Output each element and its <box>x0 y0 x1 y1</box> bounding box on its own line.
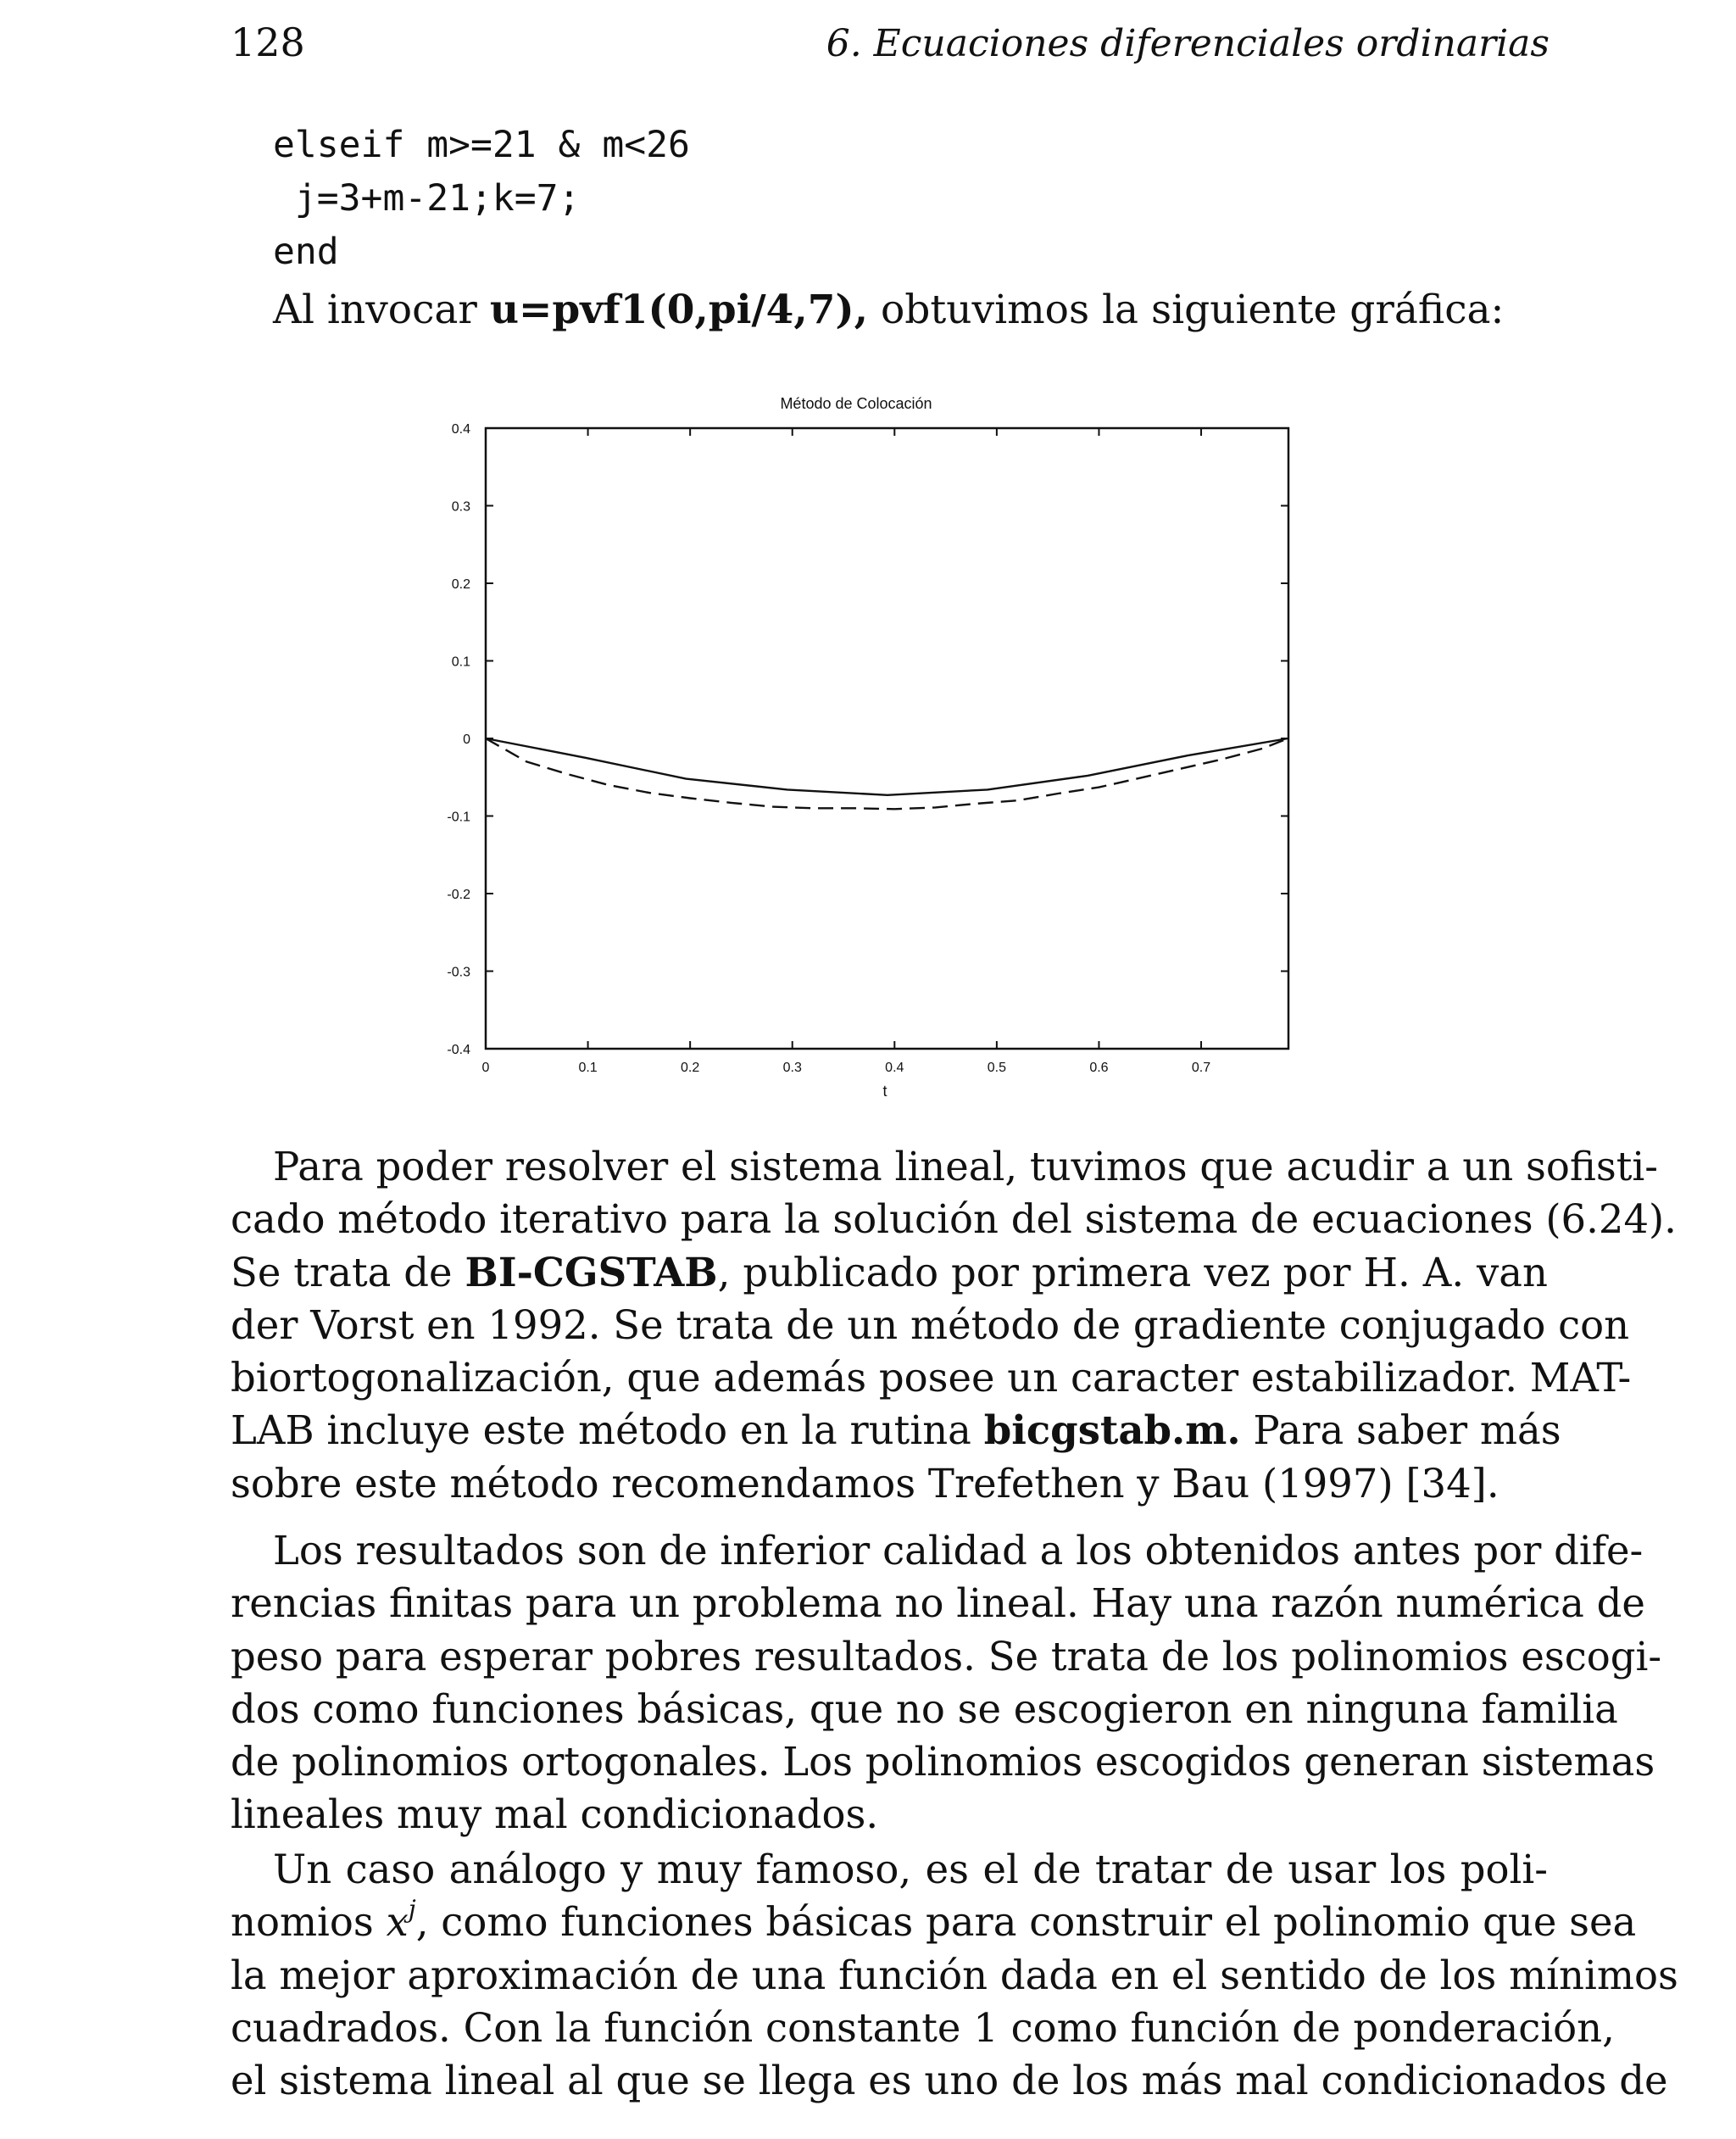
x-tick-label: 0.4 <box>885 1061 904 1075</box>
axis-ticks <box>447 422 1288 1075</box>
y-tick-label: 0.3 <box>451 499 470 515</box>
code-line: end <box>273 231 339 273</box>
code-line: j=3+m-21;k=7; <box>273 177 581 220</box>
chart-svg <box>407 386 1322 1106</box>
x-tick-label: 0.2 <box>681 1061 700 1075</box>
y-tick-label: -0.3 <box>447 965 470 980</box>
paragraph-line: der Vorst en 1992. Se trata de un método de gradiente conjugado con <box>231 1301 1630 1348</box>
y-tick-label: 0.4 <box>451 422 470 437</box>
x-tick-label: 0 <box>481 1061 490 1075</box>
paragraph-line: rencias finitas para un problema no lineal. Hay una razón numérica de <box>231 1580 1645 1627</box>
paragraph-line: lineales muy mal condicionados. <box>231 1791 879 1838</box>
paragraph-3 <box>231 1843 1678 2107</box>
intro-suffix: obtuvimos la siguiente gráfica: <box>868 287 1505 333</box>
series-group <box>486 738 1288 809</box>
y-tick-label: 0.2 <box>451 577 470 592</box>
math-variable: $x^j$ <box>386 1894 416 1946</box>
paragraph-line: LAB incluye este método en la rutina bicgstab.m. Para saber más <box>231 1407 1561 1454</box>
intro-sentence <box>273 285 1504 336</box>
paragraph-line: dos como funciones básicas, que no se escogieron en ninguna familia <box>231 1685 1618 1732</box>
y-tick-label: -0.2 <box>447 888 470 902</box>
plot-frame <box>486 428 1288 1049</box>
x-tick-label: 0.5 <box>987 1061 1007 1075</box>
collocation-chart <box>407 386 1322 1106</box>
chart-title: Método de Colocación <box>780 395 932 412</box>
y-tick-label: -0.4 <box>447 1043 470 1057</box>
paragraph-line: Un caso análogo y muy famoso, es el de tratar de usar los poli- <box>273 1847 1548 1892</box>
series-solid-line <box>486 738 1288 795</box>
x-tick-label: 0.3 <box>782 1061 802 1075</box>
paragraph-line: cado método iterativo para la solución del sistema de ecuaciones (6.24). <box>231 1196 1677 1243</box>
code-listing <box>273 119 690 279</box>
paragraph-line: cuadrados. Con la función constante 1 como función de ponderación, <box>231 2004 1615 2051</box>
paragraph-line: de polinomios ortogonales. Los polinomios escogidos generan sistemas <box>231 1739 1655 1785</box>
x-tick-label: 0.7 <box>1191 1061 1211 1075</box>
x-axis-label: t <box>882 1083 887 1100</box>
bold-term: bicgstab.m. <box>983 1407 1241 1454</box>
paragraph-1 <box>231 1140 1677 1510</box>
paragraph-line: Se trata de BI-CGSTAB, publicado por primera vez por H. A. van <box>231 1248 1548 1295</box>
x-tick-label: 0.1 <box>578 1061 598 1075</box>
paragraph-line: Para poder resolver el sistema lineal, tuvimos que acudir a un sofisti- <box>273 1144 1658 1189</box>
running-head: 6. Ecuaciones diferenciales ordinarias <box>826 22 1550 65</box>
math-exponent: j <box>408 1894 416 1924</box>
paragraph-line: sobre este método recomendamos Trefethen y Bau (1997) [34]. <box>231 1460 1500 1507</box>
paragraph-line: Los resultados son de inferior calidad a los obtenidos antes por dife- <box>273 1528 1644 1574</box>
intro-prefix: Al invocar <box>273 287 490 333</box>
page-number: 128 <box>231 19 305 65</box>
paragraph-line: la mejor aproximación de una función dada en el sentido de los mínimos <box>231 1952 1678 1998</box>
paragraph-line: nomios $x^j$, como funciones básicas para construir el polinomio que sea <box>231 1894 1637 1946</box>
code-line: elseif m>=21 & m<26 <box>273 124 690 166</box>
x-tick-label: 0.6 <box>1089 1061 1109 1075</box>
y-tick-label: 0 <box>463 732 470 747</box>
y-tick-label: -0.1 <box>447 810 470 825</box>
series-dashed-line <box>486 738 1288 809</box>
paragraph-line: biortogonalización, que además posee un caracter estabilizador. MAT- <box>231 1355 1632 1401</box>
bold-term: BI-CGSTAB <box>465 1248 718 1295</box>
paragraph-line: el sistema lineal al que se llega es uno de los más mal condicionados de <box>231 2058 1668 2104</box>
paragraph-line: peso para esperar pobres resultados. Se trata de los polinomios escogi- <box>231 1633 1662 1679</box>
y-tick-label: 0.1 <box>451 655 470 670</box>
paragraph-2 <box>231 1524 1662 1841</box>
intro-command: u=pvf1(0,pi/4,7), <box>489 287 869 333</box>
